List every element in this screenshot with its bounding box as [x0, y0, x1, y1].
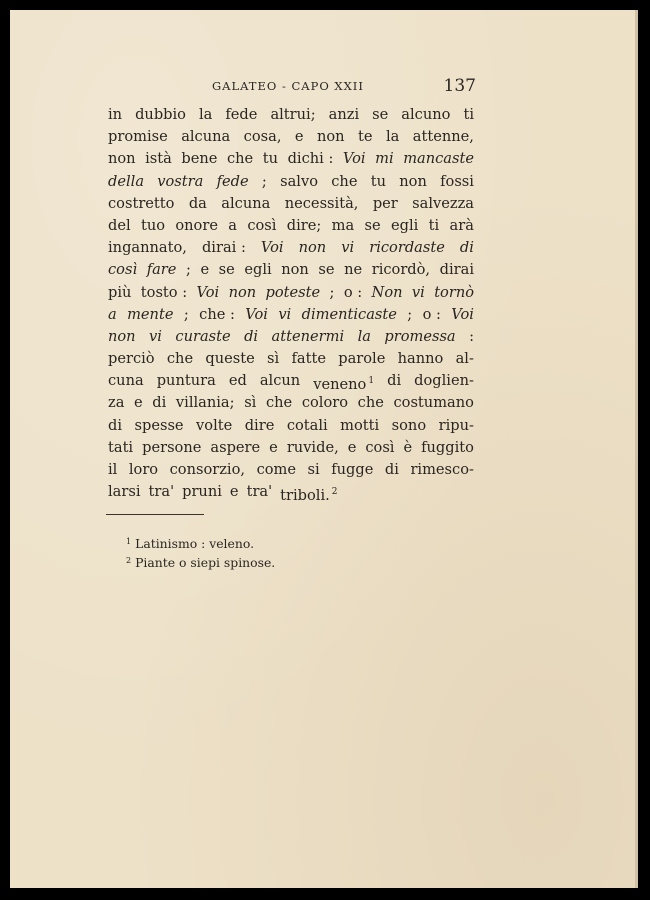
word: così	[247, 216, 277, 234]
word: tu	[370, 172, 386, 190]
word: vostra	[157, 172, 204, 190]
word: Voi	[451, 305, 474, 323]
word: promise	[108, 128, 168, 146]
page-header	[200, 76, 478, 98]
body-text	[108, 104, 474, 503]
word: mancaste	[403, 150, 474, 168]
word: alcuno	[401, 106, 451, 123]
word: di	[152, 394, 167, 412]
word: parole	[338, 350, 386, 368]
word: tati	[108, 438, 134, 456]
word: arà	[449, 216, 474, 234]
word: ;	[185, 261, 191, 279]
word: o :	[343, 283, 363, 301]
word: egli	[244, 261, 272, 279]
word: :	[469, 327, 474, 345]
text-line	[108, 282, 474, 304]
word: dimenticaste	[301, 305, 397, 323]
word: cuna	[108, 372, 144, 390]
word: vi	[341, 239, 355, 257]
word: e	[347, 438, 357, 456]
word: poteste	[265, 283, 321, 301]
word: e	[229, 483, 239, 501]
word: dichi :	[287, 150, 334, 168]
word: per	[372, 194, 398, 212]
word: non	[108, 327, 136, 345]
word: rimesco-	[410, 461, 474, 478]
word: la	[357, 327, 371, 345]
word: ne	[344, 261, 363, 279]
text-line	[108, 415, 474, 437]
word: ricordò,	[371, 261, 431, 279]
word: promessa	[384, 327, 456, 345]
word: larsi	[108, 483, 141, 501]
word: ;	[261, 172, 267, 190]
word: e	[134, 394, 143, 412]
word: costumano	[393, 394, 474, 412]
text-line	[108, 370, 474, 392]
word: sono	[391, 416, 427, 434]
footnote	[126, 533, 275, 552]
word: è	[403, 438, 413, 456]
word: doglien-	[414, 372, 474, 390]
text-line	[108, 148, 474, 170]
word: tra'	[246, 483, 273, 501]
word: perciò	[108, 350, 155, 368]
word: ripu-	[438, 416, 474, 434]
word: pruni	[182, 483, 222, 501]
word: ingannato,	[108, 239, 187, 257]
word: vi	[278, 305, 292, 323]
word: ma	[331, 216, 355, 234]
word: tornò	[434, 283, 474, 301]
word: attenermi	[271, 327, 345, 345]
word: sì	[267, 350, 280, 368]
word: persone	[142, 438, 202, 456]
footnote	[126, 552, 275, 571]
word: a	[228, 216, 237, 234]
text-line	[108, 126, 474, 148]
word: onore	[175, 216, 218, 234]
word: della	[108, 172, 145, 190]
word: hanno	[397, 350, 444, 368]
word: dire;	[286, 216, 322, 234]
word: fuggito	[421, 438, 474, 456]
text-line	[108, 437, 474, 459]
word: sì	[244, 394, 257, 412]
word: ricordaste	[369, 239, 445, 257]
footnote-reference: 2	[331, 487, 338, 498]
word: coloro	[301, 394, 349, 412]
word: che :	[199, 305, 235, 323]
word: la	[385, 128, 400, 146]
word: fede	[225, 106, 258, 123]
word: curaste	[175, 327, 231, 345]
word: che	[265, 394, 293, 412]
word: vi	[411, 283, 425, 301]
word: dire	[244, 416, 275, 434]
word: dirai :	[201, 239, 246, 257]
footnote-mark: 1	[126, 537, 132, 546]
word: tu	[262, 150, 279, 168]
word: tosto :	[140, 283, 188, 301]
word: altrui;	[270, 106, 316, 123]
text-line	[108, 259, 474, 281]
word: ;	[183, 305, 189, 323]
word: fede	[216, 172, 249, 190]
word: non	[228, 283, 257, 301]
word: Voi	[245, 305, 268, 323]
word: volte	[196, 416, 233, 434]
word: loro	[128, 461, 159, 478]
word: così	[108, 261, 138, 279]
word: a	[108, 305, 117, 323]
word: ti	[463, 106, 474, 123]
word: se	[372, 106, 389, 123]
word: Voi	[196, 283, 220, 301]
text-line	[108, 392, 474, 414]
word: ruvide,	[286, 438, 339, 456]
word: alcun	[259, 372, 301, 390]
word: ;	[329, 283, 335, 301]
word: si	[307, 461, 320, 478]
word: Non	[371, 283, 403, 301]
footnote-rule	[106, 514, 204, 515]
text-line	[108, 459, 474, 481]
word: che	[166, 350, 194, 368]
word: spesse	[134, 416, 184, 434]
text-line	[108, 481, 474, 503]
word: e	[200, 261, 210, 279]
word: motti	[340, 416, 380, 434]
word: ;	[407, 305, 413, 323]
text-line	[108, 304, 474, 326]
word: tuo	[140, 216, 166, 234]
word: Voi	[342, 150, 366, 168]
word: necessità,	[284, 194, 359, 212]
word: mi	[375, 150, 394, 168]
book-page	[10, 10, 638, 888]
word: fugge	[331, 461, 374, 478]
word: attenne,	[412, 128, 474, 146]
word: te	[358, 128, 373, 146]
word: za	[108, 394, 125, 412]
word: aspere	[210, 438, 261, 456]
word: fatte	[291, 350, 326, 368]
text-line	[108, 171, 474, 193]
word: se	[364, 216, 381, 234]
word: fare	[146, 261, 177, 279]
word: ed	[228, 372, 247, 390]
word: cosa,	[243, 128, 282, 146]
word: mente	[127, 305, 174, 323]
word: bene	[181, 150, 218, 168]
word: come	[256, 461, 296, 478]
word: alcuna	[181, 128, 231, 146]
word: del	[108, 216, 131, 234]
word: il	[108, 461, 118, 478]
word: al-	[455, 350, 474, 368]
text-line	[108, 193, 474, 215]
text-line	[108, 326, 474, 348]
word: non	[281, 261, 309, 279]
word: puntura	[156, 372, 216, 390]
word: salvezza	[412, 194, 474, 212]
word: queste	[205, 350, 255, 368]
word: dirai	[439, 261, 474, 279]
word: di	[108, 416, 123, 434]
word: triboli. $^2$	[280, 487, 338, 505]
word: che	[357, 394, 384, 412]
footnotes	[126, 533, 275, 571]
word: di	[387, 372, 402, 390]
footnote-text: Piante o siepi spinose.	[135, 555, 276, 570]
footnote-mark: 2	[126, 556, 132, 565]
word: villania;	[175, 394, 235, 412]
word: che	[226, 150, 254, 168]
word: salvo	[280, 172, 318, 190]
word: egli	[391, 216, 419, 234]
running-title: GALATEO - CAPO XXII	[212, 79, 364, 93]
text-line	[108, 237, 474, 259]
word: da	[188, 194, 207, 212]
word: fossi	[440, 172, 474, 190]
page-number: 137	[443, 76, 476, 96]
text-line	[108, 215, 474, 237]
word: tra'	[148, 483, 175, 501]
text-line	[108, 348, 474, 370]
footnote-reference: 1	[368, 376, 375, 387]
word: in	[108, 106, 123, 123]
word: anzi	[328, 106, 360, 123]
word: di	[384, 461, 399, 478]
word: cotali	[286, 416, 328, 434]
word: non	[399, 172, 427, 190]
word: ti	[428, 216, 440, 234]
word: vi	[149, 327, 162, 345]
word: Voi	[260, 239, 284, 257]
word: se	[218, 261, 235, 279]
word: non	[316, 128, 345, 146]
word: non	[108, 150, 136, 168]
word: consorzio,	[169, 461, 246, 478]
word: o :	[422, 305, 441, 323]
word: che	[331, 172, 358, 190]
word: veneno $^1$	[313, 376, 375, 394]
word: la	[199, 106, 213, 123]
word: così	[365, 438, 395, 456]
word: se	[318, 261, 335, 279]
word: non	[298, 239, 327, 257]
text-line	[108, 104, 474, 126]
word: e	[294, 128, 304, 146]
word: e	[269, 438, 278, 456]
word: di	[459, 239, 474, 257]
word: più	[108, 283, 132, 301]
word: di	[244, 327, 259, 345]
word: istà	[145, 150, 172, 168]
footnote-text: Latinismo : veleno.	[135, 536, 255, 551]
word: alcuna	[221, 194, 271, 212]
word: costretto	[108, 194, 175, 212]
word: dubbio	[135, 106, 186, 123]
